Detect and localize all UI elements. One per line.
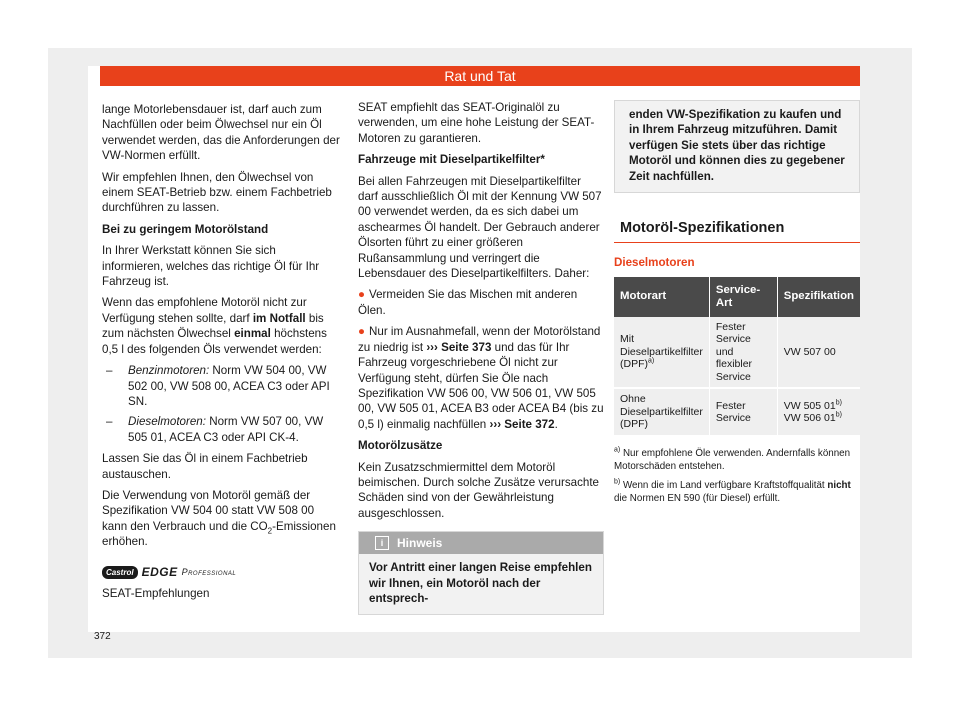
- bullet-item: [358, 324, 604, 432]
- note-body: Vor Antritt einer langen Reise empfehlen wir Ihnen, ein Motoröl nach der entsprech-: [359, 554, 603, 614]
- table-cell: Fester Service und flexibler Service: [709, 317, 777, 389]
- paragraph: Kein Zusatzschmiermittel dem Motoröl beimischen. Durch solche Zusätze verursachte Schäden sind von der Gewährleistung ausgeschlossen.: [358, 460, 600, 520]
- text-span: Wenn das empfohlene Motoröl nicht zur Verfügung stehen sollte, darf: [102, 296, 307, 325]
- subscript: 2: [267, 526, 273, 536]
- text-span: Vermeiden Sie das Mischen mit anderen Ölen.: [358, 288, 578, 317]
- paragraph: Wir empfehlen Ihnen, den Ölwechsel von einem SEAT-Betrieb bzw. einem Fachbetrieb durchführen zu lassen.: [102, 170, 332, 215]
- cell-text: Mit Dieselpartikelfilter (DPF): [620, 333, 703, 371]
- paragraph: SEAT-Empfehlungen: [102, 586, 210, 600]
- bullet-icon: ●: [358, 288, 366, 302]
- text-span: .: [554, 417, 558, 431]
- cell-text: VW 507 00: [783, 345, 836, 358]
- text-span: Nur im Ausnahmefall, wenn der Motorölstand zu niedrig ist: [358, 325, 601, 354]
- footnote-mark: a): [614, 446, 621, 454]
- table-cell: [614, 317, 709, 389]
- column-3: [614, 100, 860, 511]
- footnote: [614, 447, 860, 473]
- table-header-row: [614, 277, 860, 317]
- list-item-label: Benzinmotoren:: [128, 364, 210, 378]
- table-cell: [777, 317, 860, 389]
- paragraph: SEAT empfiehlt das SEAT-Originalöl zu verwenden, um eine hohe Leistung der SEAT-Motoren zu garantieren.: [358, 101, 595, 145]
- paragraph: lange Motorlebensdauer ist, darf auch zum Nachfüllen oder beim Ölwechsel nur ein Öl verwendet werden, das die Anforderungen der VW-Normen erfüllt.: [102, 103, 340, 163]
- edge-logo: EDGE: [141, 564, 178, 579]
- castrol-edge-logo: [102, 566, 340, 580]
- footnote: [614, 479, 860, 505]
- footnote-mark: a): [648, 357, 655, 365]
- text-span: höchstens 0,5 l des folgenden Öls verwendet werden:: [102, 327, 327, 356]
- list-item-label: Dieselmotoren:: [128, 415, 206, 429]
- table-row: [614, 388, 860, 436]
- column-header: Spezifikation: [777, 277, 860, 317]
- footnote-text: die Normen EN 590 (für Diesel) erfüllt.: [614, 492, 781, 504]
- footnote-mark: b): [835, 411, 842, 419]
- column-header: Service-Art: [709, 277, 777, 317]
- table-cell: Ohne Dieselpartikelfilter (DPF): [614, 388, 709, 436]
- footnote-text: Wenn die im Land verfügbare Kraftstoffqualität: [620, 479, 828, 491]
- page-number: 372: [94, 631, 111, 642]
- table-cell: [777, 388, 860, 436]
- spec-table: [614, 277, 860, 437]
- list-item-text: Norm VW 504 00, VW 502 00, VW 508 00, ACEA C3 oder API SN.: [128, 364, 330, 408]
- footnote-mark: b): [614, 478, 621, 486]
- paragraph: [102, 488, 340, 550]
- bullet-icon: ●: [358, 325, 366, 339]
- column-header: Motorart: [614, 277, 709, 317]
- note-continuation: enden VW-Spezifikation zu kaufen und in Ihrem Fahrzeug mitzuführen. Damit verfügen Sie stets über das richtige Motoröl und können dies zu gegebener Zeit nachfüllen.: [614, 100, 860, 193]
- section-title: Motoröl-Spezifikationen: [614, 221, 860, 243]
- section-header: Rat und Tat: [100, 66, 860, 86]
- subheading: Bei zu geringem Motorölstand: [102, 222, 269, 236]
- table-row: [614, 317, 860, 389]
- list-item: [102, 363, 340, 409]
- note-box: [358, 531, 604, 615]
- page-reference-link[interactable]: ››› Seite 372: [489, 417, 555, 431]
- column-2: [358, 100, 604, 615]
- page-reference-link[interactable]: ››› Seite 373: [426, 340, 492, 354]
- footnote-mark: b): [835, 399, 842, 407]
- table-cell: Fester Service: [709, 388, 777, 436]
- bullet-item: [358, 287, 604, 318]
- table-title: Dieselmotoren: [614, 256, 695, 270]
- professional-logo: Professional: [181, 566, 237, 577]
- emphasis-text: einmal: [234, 327, 271, 341]
- note-header: [359, 532, 603, 554]
- list-item: [102, 414, 340, 445]
- note-title: Hinweis: [397, 536, 443, 551]
- info-icon: i: [375, 536, 389, 550]
- subheading: Fahrzeuge mit Dieselpartikelfilter*: [358, 153, 545, 167]
- column-1: [102, 102, 340, 607]
- cell-text: VW 505 01: [783, 399, 836, 412]
- paragraph: Bei allen Fahrzeugen mit Dieselpartikelfilter darf ausschließlich Öl mit der Kennung VW 507 00 verwendet werden, da es sich dabei um aschearmes Öl handelt. Der Gebrauch anderer Ölsorten führt zu einer größeren Rußansammlung und verringert die Lebensdauer des Dieselpartikelfilters. Daher:: [358, 174, 602, 281]
- emphasis-text: im Notfall: [252, 311, 306, 325]
- text-span: und das für Ihr Fahrzeug vorgeschriebene Öl nicht zur Verfügung steht, dürfen Sie Öle nach Spezifikation VW 506 00, VW 506 01, VW 505 00, VW 505 01, ACEA B3 oder ACEA B4 (bis zu 0,5 l) einmalig nachfüllen: [358, 340, 604, 431]
- oil-list: [102, 363, 340, 445]
- list-item-text: Norm VW 507 00, VW 505 01, ACEA C3 oder API CK-4.: [128, 415, 324, 444]
- paragraph: Lassen Sie das Öl in einem Fachbetrieb austauschen.: [102, 452, 308, 481]
- castrol-logo: Castrol: [102, 566, 138, 579]
- footnote-text: Nur empfohlene Öle verwenden. Andernfalls können Motorschäden entstehen.: [614, 447, 851, 472]
- paragraph: [102, 295, 340, 357]
- text-span: Die Verwendung von Motoröl gemäß der Spezifikation VW 504 00 statt VW 508 00 kann den Verbrauch und die CO: [102, 488, 315, 533]
- paragraph: In Ihrer Werkstatt können Sie sich informieren, welches das richtige Öl für Ihr Fahrzeug ist.: [102, 244, 320, 289]
- cell-text: VW 506 01: [783, 412, 836, 425]
- subheading: Motorölzusätze: [358, 439, 443, 453]
- footnotes: [614, 447, 860, 505]
- emphasis-text: nicht: [827, 479, 851, 491]
- text-span: -Emissionen erhöhen.: [102, 519, 336, 549]
- text-span: bis zum nächsten Ölwechsel: [102, 311, 324, 341]
